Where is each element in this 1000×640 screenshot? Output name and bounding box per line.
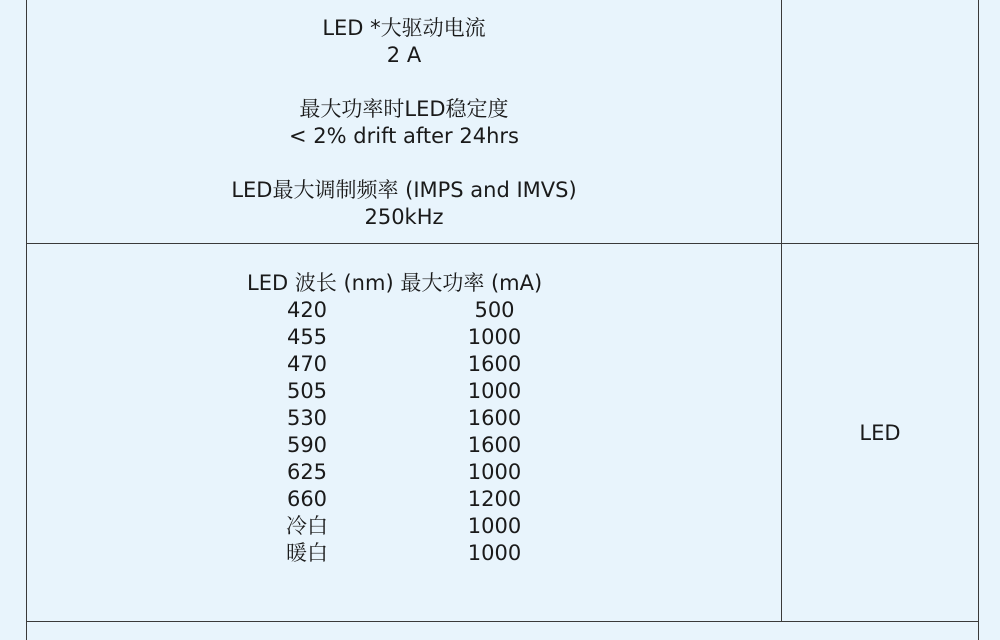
table-row bbox=[27, 459, 781, 486]
table-row bbox=[27, 540, 781, 567]
table-row-divider bbox=[26, 621, 979, 622]
wavelength-value: 冷白 bbox=[286, 514, 328, 538]
table-row bbox=[27, 486, 781, 513]
spec-value: 250kHz bbox=[364, 205, 444, 229]
table-row bbox=[27, 432, 781, 459]
power-value: 1600 bbox=[467, 352, 522, 376]
wavelength-value: 455 bbox=[286, 325, 328, 349]
power-value: 1600 bbox=[467, 406, 522, 430]
power-value: 1000 bbox=[467, 379, 522, 403]
spec-label: LED最大调制频率 (IMPS and IMVS) bbox=[231, 178, 577, 202]
power-value: 1000 bbox=[467, 460, 522, 484]
wavelength-value: 590 bbox=[286, 433, 328, 457]
table-row bbox=[27, 297, 781, 324]
power-value: 1600 bbox=[467, 433, 522, 457]
row-label-led: LED bbox=[859, 421, 901, 445]
wavelength-table-header: LED 波长 (nm) 最大功率 (mA) bbox=[247, 271, 543, 295]
led-specs-cell bbox=[27, 15, 781, 231]
wavelength-value: 625 bbox=[286, 460, 328, 484]
table-row bbox=[27, 351, 781, 378]
wavelength-value: 505 bbox=[286, 379, 328, 403]
table-row bbox=[27, 324, 781, 351]
table-row bbox=[27, 405, 781, 432]
spec-label: 最大功率时LED稳定度 bbox=[299, 97, 509, 121]
power-value: 1200 bbox=[467, 487, 522, 511]
wavelength-cell bbox=[27, 270, 781, 567]
wavelength-value: 530 bbox=[286, 406, 328, 430]
table-row-divider bbox=[26, 243, 979, 244]
wavelength-value: 暖白 bbox=[286, 541, 328, 565]
spec-label: LED *大驱动电流 bbox=[322, 16, 486, 40]
table-row bbox=[27, 378, 781, 405]
power-value: 1000 bbox=[467, 541, 522, 565]
spec-modulation-frequency bbox=[27, 177, 781, 231]
wavelength-value: 470 bbox=[286, 352, 328, 376]
table-row bbox=[27, 513, 781, 540]
power-value: 500 bbox=[474, 298, 515, 322]
table-column-divider bbox=[781, 0, 782, 622]
power-value: 1000 bbox=[467, 514, 522, 538]
power-value: 1000 bbox=[467, 325, 522, 349]
wavelength-value: 660 bbox=[286, 487, 328, 511]
spec-value: 2 A bbox=[386, 43, 422, 67]
spec-max-current bbox=[27, 15, 781, 69]
wavelength-value: 420 bbox=[286, 298, 328, 322]
spec-stability bbox=[27, 96, 781, 150]
table-border-right bbox=[978, 0, 979, 640]
spec-value: < 2% drift after 24hrs bbox=[289, 124, 519, 148]
